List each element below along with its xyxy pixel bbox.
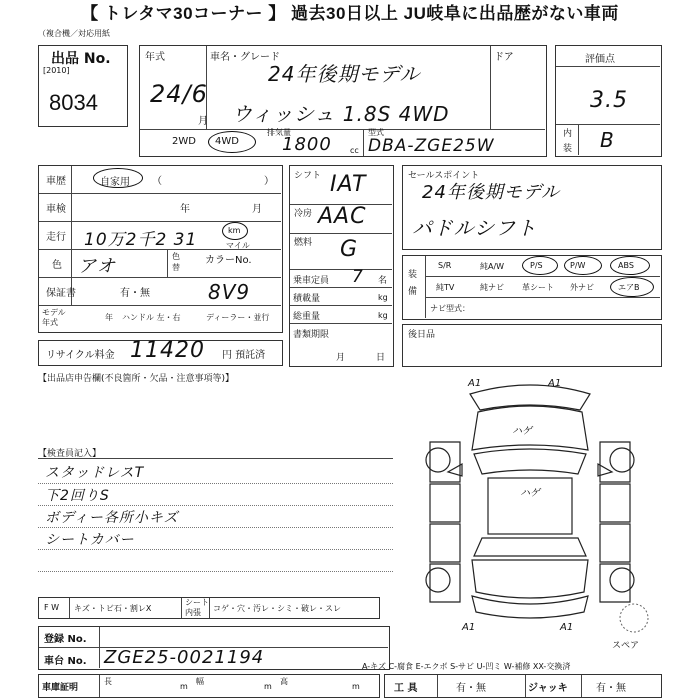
- equip-ps-circle: [522, 256, 558, 275]
- equip-airbag-circle: [610, 277, 654, 297]
- damage-legend: A-キズ C-腐食 E-エクボ S-サビ U-凹ミ W-補修 XX-交換済: [362, 662, 571, 671]
- storage-width-unit: m: [264, 682, 272, 691]
- recycle-value: 11420: [130, 338, 205, 363]
- lot-stamp: [2010]: [43, 66, 70, 75]
- capacity-unit: 名: [378, 276, 388, 286]
- equip-navi: 純ナビ: [480, 283, 504, 292]
- score-label: 評価点: [585, 54, 615, 65]
- sales-point-line1: 24年後期モデル: [422, 182, 561, 203]
- model-code-value: DBA-ZGE25W: [368, 136, 495, 156]
- inspection-year: 年: [180, 204, 190, 215]
- year-value: 24/6: [150, 80, 208, 108]
- capacity-label: 乗車定員: [293, 276, 330, 286]
- diagram-right-front-door: [600, 484, 630, 522]
- sales-point-label: セールスポイント: [408, 171, 480, 181]
- diagram-rear-bumper: [472, 596, 588, 618]
- door-label: ドア: [494, 52, 514, 63]
- diagram-right-rear-door: [600, 524, 630, 562]
- storage-length-unit: m: [180, 682, 188, 691]
- legend-right: コゲ・穴・汚レ・シミ・破レ・スレ: [213, 604, 341, 613]
- equipment-label2: 備: [408, 287, 418, 297]
- ac-label: 冷房: [294, 209, 313, 219]
- legend-left: キズ・トビ石・割レX: [74, 604, 152, 613]
- history-value: 自家用: [100, 177, 130, 188]
- diagram-mark-a1-front-right: A1: [548, 378, 562, 389]
- interior-label2: 装: [563, 144, 573, 154]
- equipment-label1: 装: [408, 270, 418, 280]
- drive-2wd: 2WD: [172, 136, 196, 147]
- storage-box: [38, 674, 380, 698]
- car-damage-diagram: [400, 372, 662, 632]
- equip-airbag: エアB: [618, 283, 640, 292]
- inspector-line1: スタッドレスT: [45, 465, 145, 481]
- history-label: 車歴: [46, 176, 66, 187]
- equip-pw: P/W: [570, 261, 586, 270]
- equip-tv: 純TV: [436, 283, 455, 292]
- diagram-windshield: [474, 449, 586, 474]
- diagram-left-front-door: [430, 484, 460, 522]
- drive-4wd-circle: [208, 131, 256, 153]
- color-type-label1: 色: [172, 252, 180, 261]
- diagram-trunk: [472, 560, 588, 598]
- registration-label: 登録 No.: [44, 634, 87, 645]
- diagram-mark-a1-rear-left: A1: [462, 622, 476, 632]
- lot-box: [38, 45, 128, 127]
- load-unit: kg: [378, 293, 388, 302]
- history-circle: [93, 168, 143, 188]
- jack-value: 有・無: [596, 683, 626, 694]
- score-value: 3.5: [590, 88, 628, 113]
- inspector-line4: シートカバー: [45, 532, 135, 548]
- shift-label: シフト: [294, 171, 322, 181]
- storage-height-unit: m: [352, 682, 360, 691]
- displacement-value: 1800: [282, 134, 332, 155]
- docs-day: 日: [376, 353, 386, 363]
- model-label: 車名・グレード: [210, 52, 280, 63]
- mileage-mile: マイル: [226, 241, 250, 250]
- diagram-rear-glass: [474, 538, 586, 556]
- inspection-month: 月: [252, 204, 262, 215]
- equip-pw-circle: [564, 256, 602, 275]
- equip-ext-navi: 外ナビ: [570, 283, 594, 292]
- diagram-mark-a1-rear-right: A1: [560, 622, 574, 632]
- handle-label: ハンドル 左・右: [122, 313, 181, 322]
- model-year-label1: モデル: [42, 308, 66, 317]
- dealer-label: ディーラー・並行: [206, 313, 270, 322]
- chassis-value: ZGE25-0021194: [104, 647, 265, 668]
- model-year-year: 年: [105, 313, 113, 322]
- recycle-label: リサイクル料金: [46, 350, 115, 361]
- mileage-km: km: [228, 226, 241, 235]
- legend-seat1: シート: [185, 598, 209, 607]
- color-code-value: 8V9: [208, 280, 251, 304]
- equip-ps: P/S: [530, 261, 543, 270]
- legend-seat2: 内張: [185, 608, 201, 617]
- drive-4wd: 4WD: [215, 136, 239, 147]
- model-line1: 24年後期モデル: [268, 62, 421, 86]
- diagram-left-rear-door: [430, 524, 460, 562]
- after-box: [402, 324, 662, 367]
- color-value: アオ: [78, 256, 116, 277]
- lot-label: 出品 No.: [51, 51, 111, 67]
- diagram-mark-hage-hood: ハゲ: [512, 426, 532, 437]
- storage-height: 高: [280, 677, 288, 686]
- after-label: 後日品: [408, 330, 436, 340]
- equip-aw: 純A/W: [480, 262, 505, 271]
- weight-label: 総重量: [293, 312, 321, 322]
- displacement-label: 排気量: [267, 128, 291, 137]
- history-paren-open: （: [152, 176, 162, 187]
- notice-title: 【出品店申告欄(不良箇所・欠品・注意事項等)】: [38, 374, 235, 384]
- color-code-label: カラーNo.: [205, 255, 252, 266]
- diagram-mark-hage-roof: ハゲ: [520, 488, 540, 499]
- model-year-label2: 年式: [42, 318, 58, 327]
- docs-label: 書類期限: [293, 330, 330, 340]
- inspector-line3: ボディー各所小キズ: [45, 510, 179, 526]
- fuel-label: 燃料: [294, 238, 313, 248]
- diagram-roof: [488, 478, 572, 534]
- interior-value: B: [600, 128, 615, 152]
- equip-sr: S/R: [438, 261, 452, 270]
- inspector-line2: 下2回りS: [45, 488, 110, 504]
- spare-label: スペア: [612, 641, 640, 651]
- history-paren-close: ）: [264, 176, 274, 187]
- legend-fw: F W: [44, 603, 60, 612]
- mileage-digits: 10万2千2 31: [84, 230, 198, 250]
- load-label: 積載量: [293, 294, 321, 304]
- jack-label: ジャッキ: [528, 683, 568, 694]
- equip-navi-type: ナビ型式：: [430, 304, 470, 313]
- warranty-label: 保証書: [46, 288, 76, 299]
- model-code-label: 型式: [368, 128, 384, 137]
- page-banner: 【 トレタマ30コーナー 】 過去30日以上 JU岐阜に出品歴がない車両: [81, 4, 619, 23]
- displacement-unit: cc: [350, 146, 359, 155]
- lot-number: 8034: [49, 90, 98, 115]
- equip-abs: ABS: [618, 261, 634, 270]
- equip-abs-circle: [610, 256, 650, 275]
- inspector-title: 【検査員記入】: [38, 449, 102, 459]
- header-note: （複合機／対応用紙: [38, 29, 110, 38]
- weight-unit: kg: [378, 311, 388, 320]
- docs-month: 月: [336, 353, 346, 363]
- capacity-value: 7: [352, 267, 364, 287]
- storage-width: 幅: [196, 677, 204, 686]
- recycle-unit: 円 預託済: [222, 350, 266, 361]
- storage-length: 長: [104, 677, 112, 686]
- year-month-label: 月: [198, 116, 208, 127]
- diagram-mark-a1-front-left: A1: [468, 378, 482, 389]
- color-type-label2: 替: [172, 263, 180, 272]
- interior-label1: 内: [563, 129, 573, 139]
- year-label: 年式: [145, 52, 165, 63]
- shift-value: IAT: [330, 172, 367, 197]
- tools-value: 有・無: [456, 683, 486, 694]
- storage-label: 車庫証明: [42, 683, 79, 693]
- color-label: 色: [52, 260, 62, 271]
- model-line2: ウィッシュ 1.8S 4WD: [232, 102, 450, 126]
- inspection-label: 車検: [46, 204, 66, 215]
- chassis-label: 車台 No.: [44, 656, 87, 667]
- equip-leather: 革シート: [522, 283, 554, 292]
- spare-tire-icon: [618, 602, 650, 634]
- mileage-label: 走行: [46, 232, 66, 243]
- warranty-value: 有・無: [120, 288, 150, 299]
- ac-value: AAC: [318, 204, 367, 229]
- sales-point-line2: パドルシフト: [412, 216, 538, 240]
- fuel-value: G: [340, 237, 359, 262]
- tools-label: 工 具: [394, 683, 418, 694]
